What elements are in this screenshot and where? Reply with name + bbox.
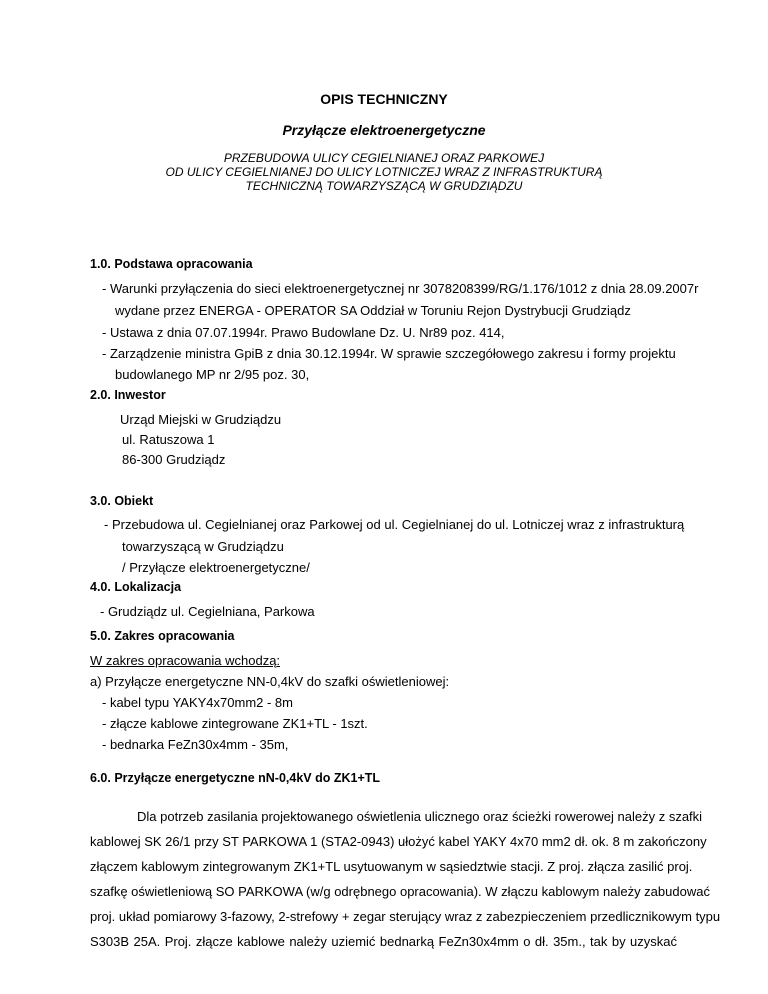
paragraph-line: szafkę oświetleniową SO PARKOWA (w/g odrębnego opracowania). W złączu kablowym należy zabudować bbox=[90, 884, 710, 899]
section-1-line: wydane przez ENERGA - OPERATOR SA Oddział w Toruniu Rejon Dystrybucji Grudziądz bbox=[115, 303, 631, 318]
section-1-heading: 1.0. Podstawa opracowania bbox=[90, 257, 253, 271]
investor-name: Urząd Miejski w Grudziądzu bbox=[120, 412, 282, 427]
project-line-2: OD ULICY CEGIELNIANEJ DO ULICY LOTNICZEJ WRAZ Z INFRASTRUKTURĄ bbox=[165, 165, 603, 179]
project-line-1: PRZEBUDOWA ULICY CEGIELNIANEJ ORAZ PARKOWEJ bbox=[223, 151, 545, 165]
section-6-heading: 6.0. Przyłącze energetyczne nN-0,4kV do ZK1+TL bbox=[90, 771, 381, 785]
document-subtitle: Przyłącze elektroenergetyczne bbox=[282, 122, 486, 138]
section-1-line: - Ustawa z dnia 07.07.1994r. Prawo Budowlane Dz. U. Nr89 poz. 414, bbox=[102, 325, 505, 340]
section-3-line: towarzyszącą w Grudziądzu bbox=[122, 539, 284, 554]
scope-item: a) Przyłącze energetyczne NN-0,4kV do szafki oświetleniowej: bbox=[90, 674, 450, 689]
document-title: OPIS TECHNICZNY bbox=[320, 91, 448, 107]
section-3-heading: 3.0. Obiekt bbox=[90, 494, 154, 508]
paragraph-line: kablowej SK 26/1 przy ST PARKOWA 1 (STA2-0943) ułożyć kabel YAKY 4x70 mm2 dł. ok. 8 m zakończony bbox=[90, 834, 707, 849]
scope-intro: W zakres opracowania wchodzą: bbox=[90, 653, 281, 668]
scope-item: - bednarka FeZn30x4mm - 35m, bbox=[102, 737, 289, 752]
paragraph-line: proj. układ pomiarowy 3-fazowy, 2-strefowy + zegar sterujący wraz z zabezpieczeniem przedlicznikowym typu bbox=[90, 909, 721, 924]
paragraph-line: S303B 25A. Proj. złącze kablowe należy uziemić bednarką FeZn30x4mm o dł. 35m., tak by uzyskać bbox=[90, 934, 677, 949]
scope-item: - złącze kablowe zintegrowane ZK1+TL - 1szt. bbox=[102, 716, 368, 731]
section-1-line: budowlanego MP nr 2/95 poz. 30, bbox=[115, 367, 310, 382]
paragraph-line: Dla potrzeb zasilania projektowanego oświetlenia ulicznego oraz ścieżki rowerowej należy z szafki bbox=[137, 809, 703, 824]
investor-street: ul. Ratuszowa 1 bbox=[122, 432, 215, 447]
section-3-line: / Przyłącze elektroenergetyczne/ bbox=[122, 560, 310, 575]
section-5-heading: 5.0. Zakres opracowania bbox=[90, 629, 235, 643]
scope-item: - kabel typu YAKY4x70mm2 - 8m bbox=[102, 695, 293, 710]
paragraph-line: złączem kablowym zintegrowanym ZK1+TL usytuowanym w sąsiedztwie stacji. Z proj. złącza zasilić proj. bbox=[90, 859, 693, 874]
section-1-line: - Zarządzenie ministra GpiB z dnia 30.12.1994r. W sprawie szczegółowego zakresu i formy projektu bbox=[102, 346, 676, 361]
section-3-line: - Przebudowa ul. Cegielnianej oraz Parkowej od ul. Cegielnianej do ul. Lotniczej wraz z infrastrukturą bbox=[104, 517, 685, 532]
section-4-heading: 4.0. Lokalizacja bbox=[90, 580, 182, 594]
project-line-3: TECHNICZNĄ TOWARZYSZĄCĄ W GRUDZIĄDZU bbox=[245, 179, 523, 193]
investor-city: 86-300 Grudziądz bbox=[122, 452, 226, 467]
section-1-line: - Warunki przyłączenia do sieci elektroenergetycznej nr 3078208399/RG/1.176/1012 z dnia 28.09.2007r bbox=[102, 281, 699, 296]
location-line: - Grudziądz ul. Cegielniana, Parkowa bbox=[100, 604, 315, 619]
section-2-heading: 2.0. Inwestor bbox=[90, 388, 166, 402]
